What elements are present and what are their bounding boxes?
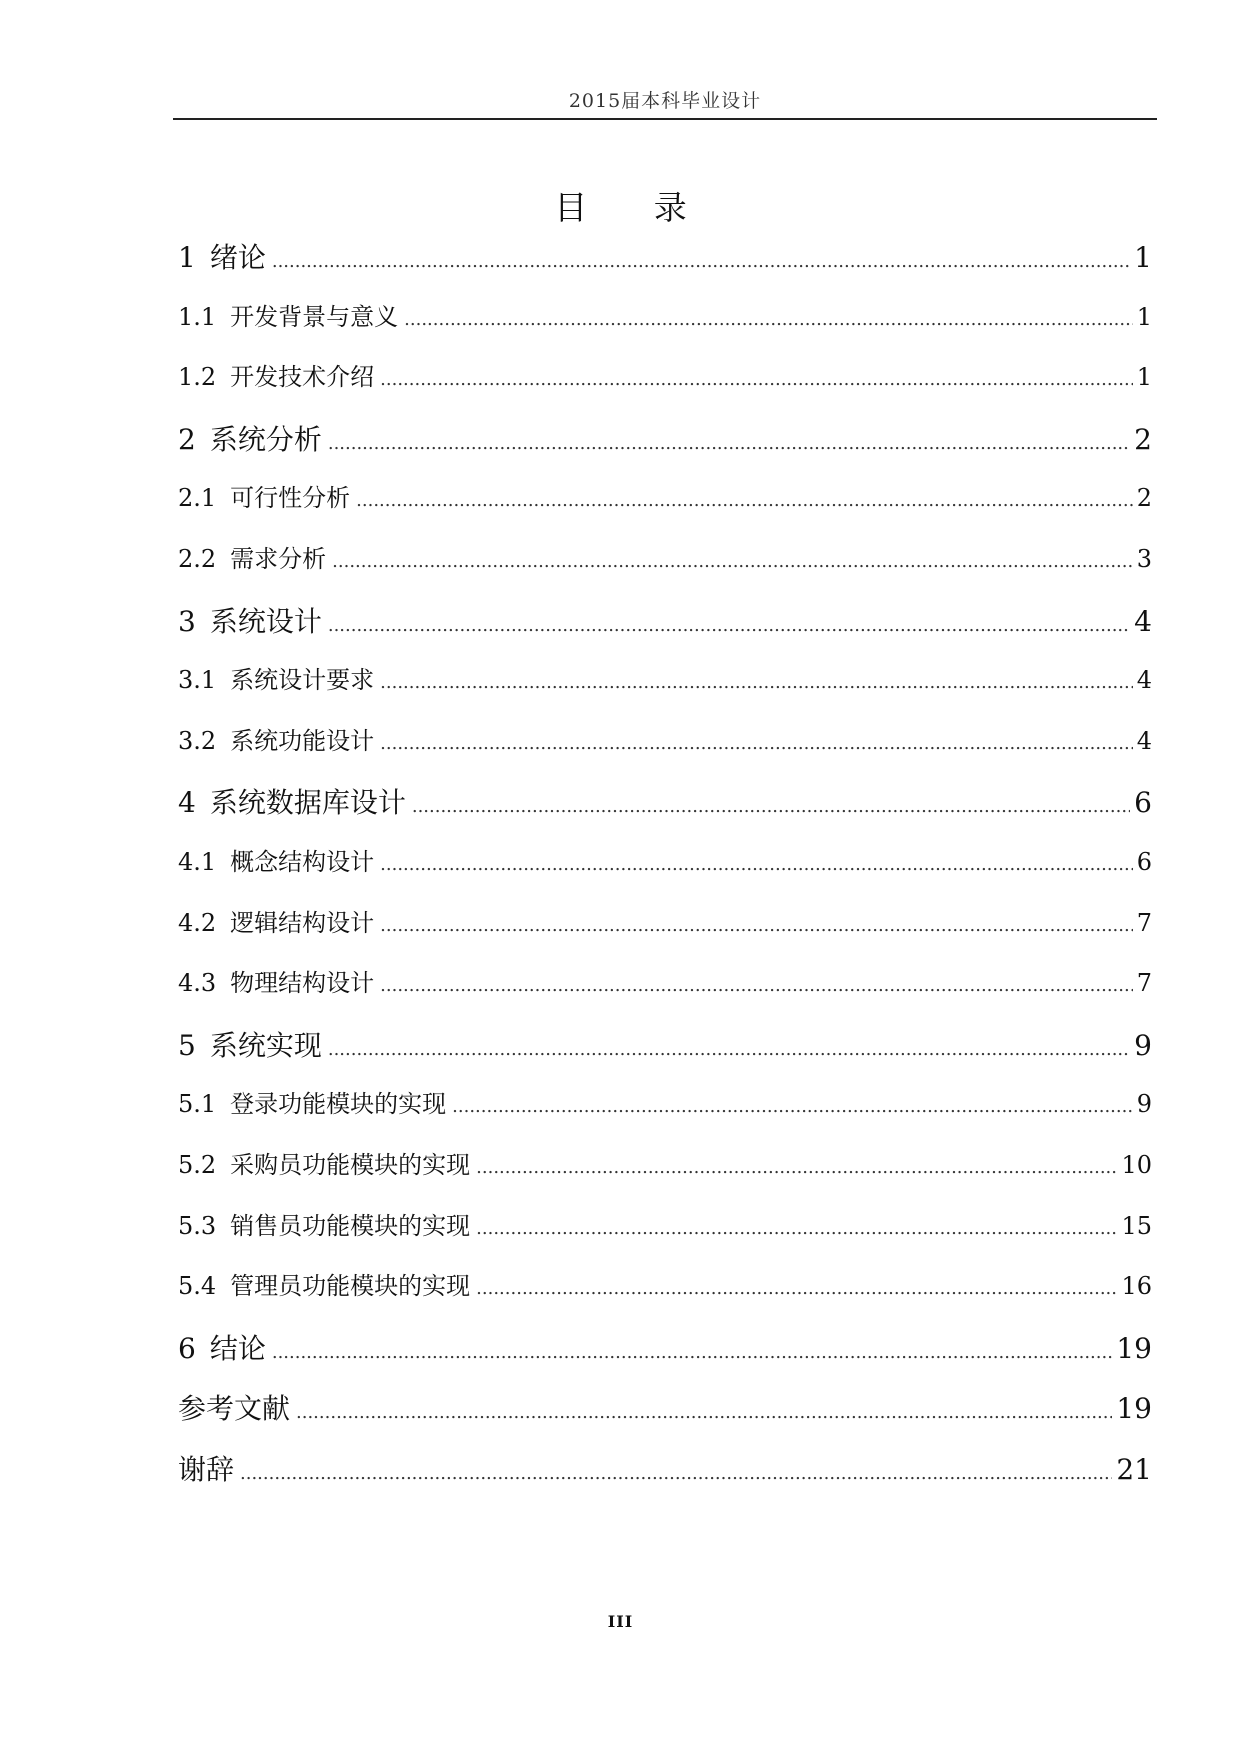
toc-entry[interactable] (178, 1206, 1152, 1267)
toc-dot-leader (328, 433, 1130, 454)
toc-entry-page: 9 (1134, 1028, 1152, 1062)
toc-entry-page: 19 (1116, 1392, 1152, 1426)
toc-entry[interactable] (178, 781, 1152, 842)
toc-entry-title: 需求分析 (230, 544, 327, 573)
toc-entry-page: 19 (1116, 1331, 1152, 1365)
toc-entry-number: 5 (178, 1028, 196, 1062)
toc-entry-page: 4 (1136, 726, 1152, 755)
toc-dot-leader (272, 1342, 1113, 1363)
toc-entry-number: 3.1 (178, 666, 217, 695)
toc-dot-leader (328, 615, 1130, 636)
toc-entry-page: 21 (1116, 1452, 1152, 1486)
toc-entry[interactable] (178, 963, 1152, 1024)
toc-entry-page: 15 (1121, 1211, 1152, 1240)
toc-entry-number: 4.1 (178, 847, 217, 876)
toc-entry-number: 4.2 (178, 908, 217, 937)
toc-dot-leader (404, 309, 1133, 330)
toc-entry[interactable] (178, 1024, 1152, 1085)
toc-entry-number: 5.1 (178, 1090, 217, 1119)
toc-entry-title: 开发技术介绍 (230, 363, 375, 392)
toc-entry-page: 7 (1136, 908, 1152, 937)
toc-dot-leader (476, 1218, 1117, 1239)
toc-entry-page: 16 (1121, 1272, 1152, 1301)
toc-entry-title: 系统数据库设计 (209, 786, 406, 820)
toc-dot-leader (412, 796, 1130, 817)
toc-entry-title: 可行性分析 (230, 484, 351, 513)
toc-entry-title: 逻辑结构设计 (230, 908, 375, 937)
toc-entry-page: 9 (1136, 1090, 1152, 1119)
toc-entry-number: 2.2 (178, 544, 217, 573)
toc-dot-leader (332, 551, 1133, 572)
toc-entry-number: 4.3 (178, 969, 217, 998)
toc-entry-page: 1 (1134, 241, 1152, 274)
toc-entry-title: 采购员功能模块的实现 (230, 1150, 471, 1179)
toc-dot-leader (380, 672, 1133, 693)
toc-dot-leader (240, 1463, 1112, 1484)
page-number: III (607, 1612, 634, 1631)
toc-entry-title: 销售员功能模块的实现 (230, 1211, 471, 1240)
toc-entry-title: 系统实现 (209, 1028, 322, 1062)
toc-entry-number: 5.2 (178, 1150, 217, 1179)
toc-entry-title: 管理员功能模块的实现 (230, 1272, 471, 1301)
toc-entry-page: 3 (1136, 544, 1152, 573)
toc-dot-leader (328, 1039, 1130, 1060)
toc-dot-leader (380, 975, 1133, 996)
toc-entry-title: 参考文献 (178, 1392, 291, 1426)
toc-entry[interactable] (178, 903, 1152, 964)
toc-entry-page: 10 (1121, 1150, 1152, 1179)
toc-dot-leader (452, 1096, 1133, 1117)
toc-dot-leader (476, 1157, 1117, 1178)
toc-entry-number: 3.2 (178, 726, 217, 755)
toc-entry-number: 2.1 (178, 484, 217, 513)
toc-entry-number: 1 (178, 241, 196, 274)
toc-entry-title: 系统功能设计 (230, 726, 375, 755)
toc-entry-title: 绪论 (209, 241, 266, 274)
toc-entry-page: 2 (1134, 422, 1152, 456)
toc-entry-page: 2 (1136, 484, 1152, 513)
toc-dot-leader (296, 1402, 1112, 1423)
toc-entry-number: 1.2 (178, 363, 217, 392)
toc-entry-number: 2 (178, 422, 196, 456)
toc-entry[interactable] (178, 418, 1152, 479)
toc-entry[interactable] (178, 539, 1152, 600)
toc-entry[interactable] (178, 1084, 1152, 1145)
toc-dot-leader (356, 490, 1133, 511)
header-rule (173, 118, 1157, 120)
toc-entry[interactable] (178, 660, 1152, 721)
toc-entry-number: 6 (178, 1331, 196, 1365)
toc-entry-title: 系统设计 (209, 604, 322, 638)
toc-entry[interactable] (178, 1266, 1152, 1327)
toc-entry-title: 系统设计要求 (230, 666, 375, 695)
toc-entry-number: 4 (178, 786, 196, 820)
toc-entry[interactable] (178, 1448, 1152, 1509)
toc-entry[interactable] (178, 721, 1152, 782)
toc-entry[interactable] (178, 357, 1152, 418)
toc-title: 目 录 (554, 188, 715, 227)
toc-entry-title: 系统分析 (209, 422, 322, 456)
toc-entry-page: 6 (1134, 786, 1152, 820)
toc-entry[interactable] (178, 842, 1152, 903)
toc-entry[interactable] (178, 478, 1152, 539)
toc-entry-title: 登录功能模块的实现 (230, 1090, 447, 1119)
toc-entry[interactable] (178, 1387, 1152, 1448)
toc-entry-page: 4 (1136, 666, 1152, 695)
toc-dot-leader (380, 854, 1133, 875)
toc-entry[interactable] (178, 297, 1152, 358)
toc-list (178, 236, 1152, 1508)
toc-entry[interactable] (178, 600, 1152, 661)
toc-entry[interactable] (178, 1145, 1152, 1206)
toc-dot-leader (380, 369, 1133, 390)
toc-entry-number: 5.3 (178, 1211, 217, 1240)
toc-entry-number: 5.4 (178, 1272, 217, 1301)
toc-entry-title: 物理结构设计 (230, 969, 375, 998)
toc-entry-number: 3 (178, 604, 196, 638)
toc-entry[interactable] (178, 1327, 1152, 1388)
toc-entry-title: 结论 (209, 1331, 266, 1365)
toc-entry-title: 谢辞 (178, 1452, 235, 1486)
toc-dot-leader (380, 733, 1133, 754)
toc-entry-number: 1.1 (178, 302, 217, 331)
toc-entry-title: 概念结构设计 (230, 847, 375, 876)
toc-entry-page: 4 (1134, 604, 1152, 638)
toc-entry-page: 7 (1136, 969, 1152, 998)
toc-entry-page: 1 (1136, 363, 1152, 392)
running-header: 2015届本科毕业设计 (568, 90, 762, 112)
toc-dot-leader (380, 915, 1133, 936)
toc-entry-page: 6 (1136, 847, 1152, 876)
toc-dot-leader (476, 1278, 1117, 1299)
toc-entry[interactable] (178, 236, 1152, 297)
toc-entry-title: 开发背景与意义 (230, 302, 399, 331)
toc-dot-leader (272, 251, 1130, 272)
toc-entry-page: 1 (1136, 302, 1152, 331)
